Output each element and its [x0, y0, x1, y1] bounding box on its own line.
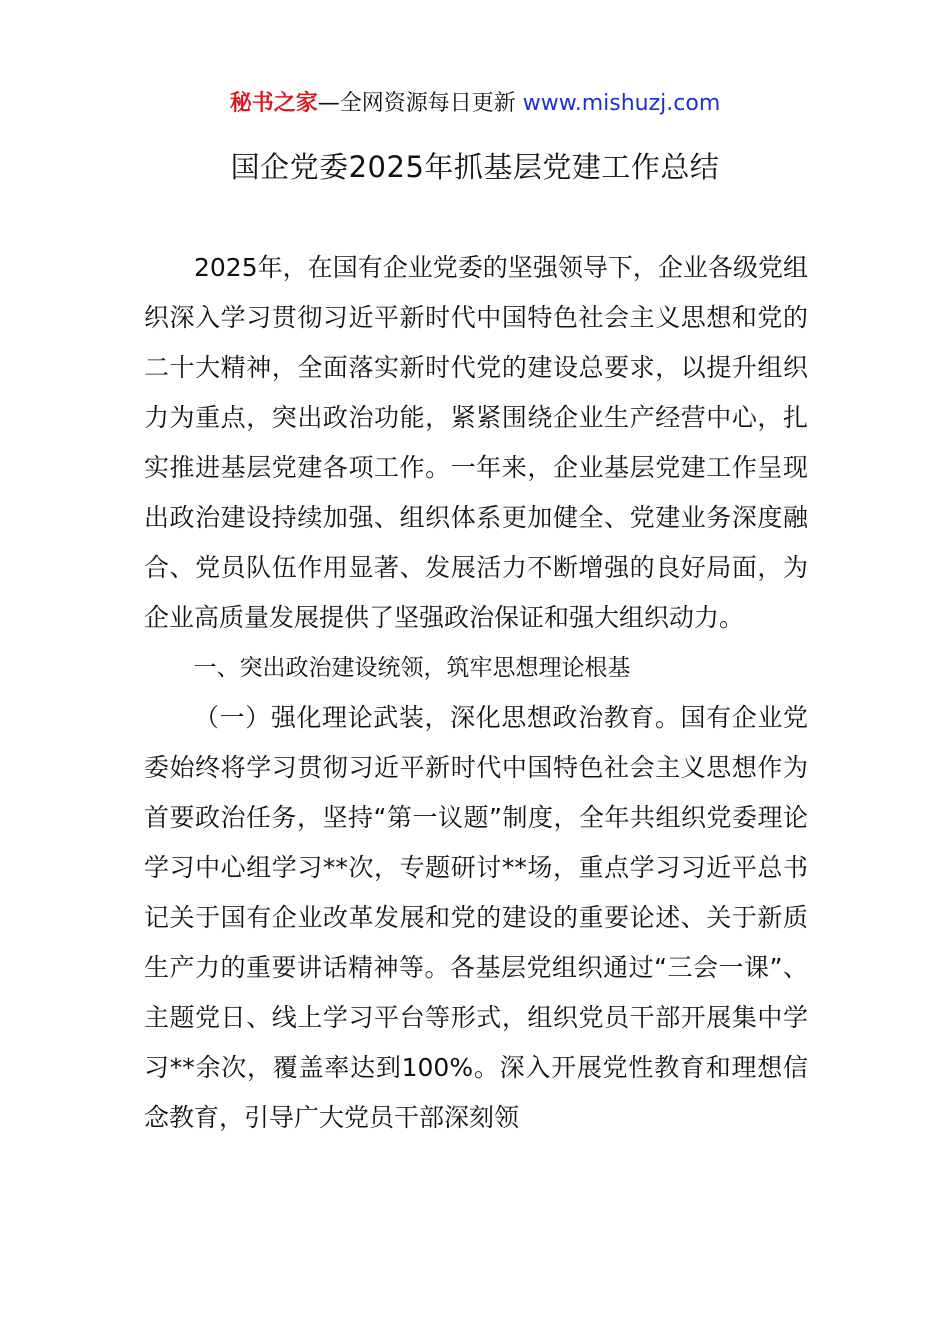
subsection-1-text: 国有企业党委始终将学习贯彻习近平新时代中国特色社会主义思想作为首要政治任务，坚持“第一议题”制度，全年共组织党委理论学习中心组学习**次，专题研讨**场，重点学习习近平总书记关于国有企业改革发展和党的建设的重要论述、关于新质生产力的重要讲话精神等。各基层党组织通过“三会一课”、主题党日、线上学习平台等形式，组织党员干部开展集中学习**余次，覆盖率达到100%。深入开展党性教育和理想信念教育，引导广大党员干部深刻领 [144, 703, 808, 1132]
site-brand: 秘书之家 [229, 91, 318, 116]
site-header [0, 88, 950, 120]
section-1-heading: 一、突出政治建设统领，筑牢思想理论根基 [193, 655, 631, 681]
intro-paragraph: 2025年，在国有企业党委的坚强领导下，企业各级党组织深入学习贯彻习近平新时代中国特色社会主义思想和党的二十大精神，全面落实新时代党的建设总要求，以提升组织力为重点，突出政治功能，紧紧围绕企业生产经营中心，扎实推进基层党建各项工作。一年来，企业基层党建工作呈现出政治建设持续加强、组织体系更加健全、党建业务深度融合、党员队伍作用显著、发展活力不断增强的良好局面，为企业高质量发展提供了坚强政治保证和强大组织动力。 [144, 253, 808, 632]
site-tagline: —全网资源每日更新 [317, 91, 523, 116]
document-body [144, 243, 808, 1143]
document-title: 国企党委2025年抓基层党建工作总结 [230, 150, 720, 184]
site-url-link[interactable]: www.mishuzj.com [522, 91, 721, 116]
subsection-1-paragraph [144, 693, 808, 1143]
subsection-1-heading: （一）强化理论武装，深化思想政治教育。 [194, 703, 681, 732]
